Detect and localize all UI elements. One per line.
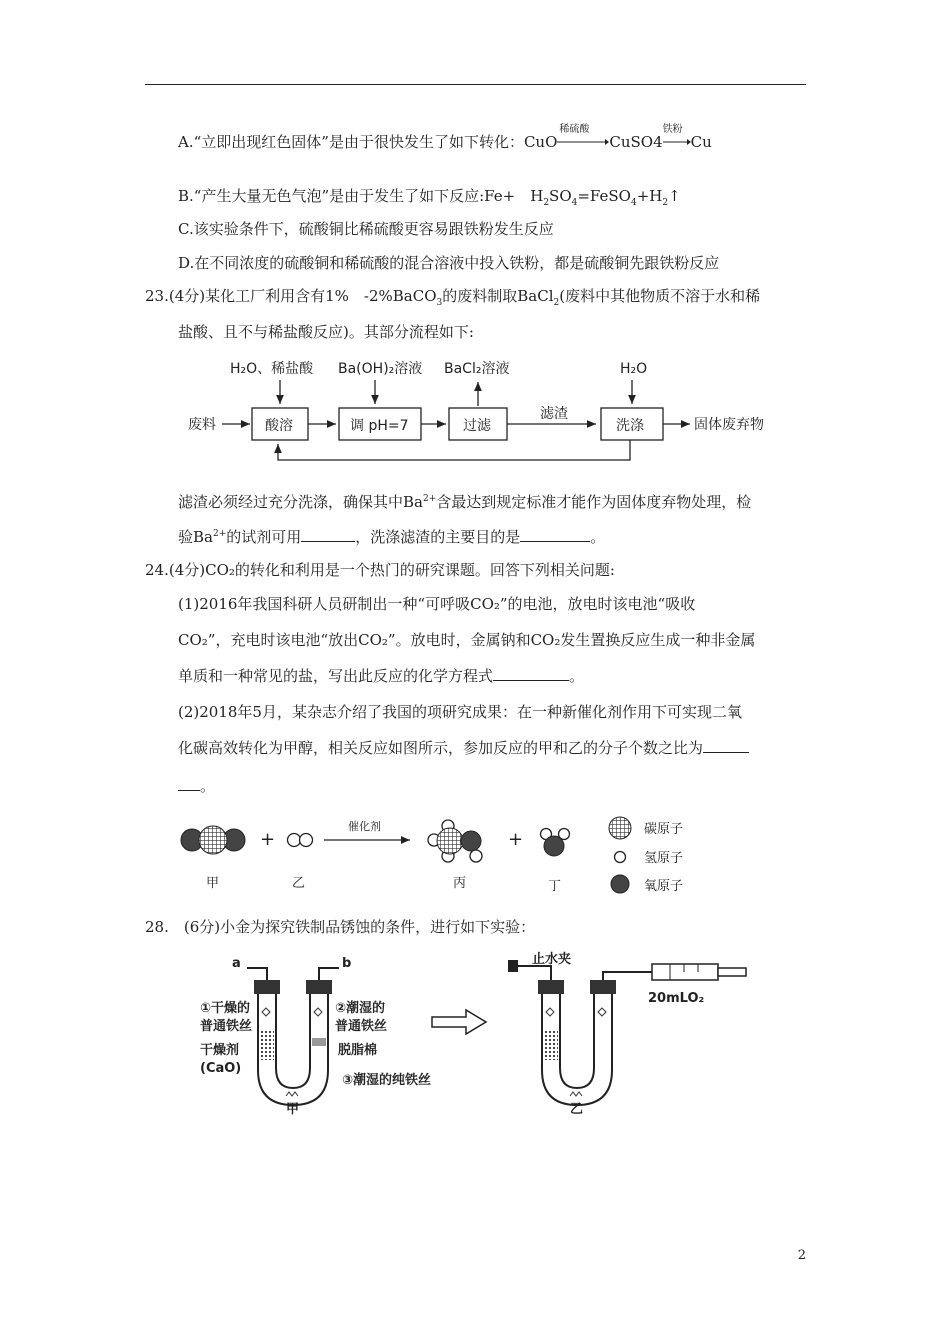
iron-wire-icon — [570, 1092, 582, 1096]
flow-input-4: H₂O — [620, 361, 648, 377]
q24-p2c: 。 — [178, 776, 215, 796]
flow-input-1: H₂O、稀盐酸 — [230, 361, 314, 377]
q23-text2: 验$Ba^{2+}$的试剂可用 ，洗涤滤渣的主要目的是 。 — [178, 528, 606, 546]
cotton-plug — [312, 1038, 326, 1046]
svg-text:普通铁丝: 普通铁丝 — [200, 1019, 253, 1034]
plus-sign: + — [508, 829, 524, 850]
iron-wire-icon — [598, 1008, 606, 1016]
svg-text:脱脂棉: 脱脂棉 — [338, 1043, 378, 1058]
iron-wire-icon — [314, 1008, 322, 1016]
oxygen-atom-icon — [544, 836, 564, 856]
label-jia: 甲 — [206, 876, 220, 891]
q28-head: 28. (6分)小金为探究铁制品锈蚀的条件，进行如下实验： — [145, 918, 536, 936]
q23-flow-diagram — [180, 356, 790, 466]
q24-head: 24.(4分)CO₂的转化和利用是一个热门的研究课题。回答下列相关问题: — [145, 561, 615, 579]
svg-text:干燥剂: 干燥剂 — [200, 1043, 240, 1058]
flow-box-ph-label: 调 pH=7 — [350, 418, 409, 434]
carbon-atom-icon — [437, 828, 463, 854]
flow-box-wash-label: 洗涤 — [616, 418, 644, 434]
q24-p2a: (2)2018年5月，某杂志介绍了我国的项研究成果：在一种新催化剂作用下可实现二氧 — [178, 703, 742, 721]
arrow-icon — [557, 132, 609, 152]
q23-line2: 盐酸、且不与稀盐酸反应)。其部分流程如下: — [178, 323, 474, 341]
stopper — [254, 980, 280, 994]
answer-blank[interactable] — [520, 527, 590, 542]
arrow-icon — [663, 132, 691, 152]
iron-wire-icon — [286, 1092, 298, 1096]
carbon-atom-icon — [199, 826, 227, 854]
flow-box-filter-label: 过滤 — [463, 418, 491, 434]
u-tube-yi — [508, 960, 746, 1105]
hydrogen-atom-icon — [300, 834, 313, 847]
q24-p2b: 化碳高效转化为甲醇，相关反应如图所示，参加反应的甲和乙的分子个数之比为 — [178, 738, 749, 758]
syringe-plunger — [718, 968, 746, 976]
answer-blank[interactable] — [301, 527, 355, 542]
q23-text1: 滤渣必须经过充分洗涤，确保其中$Ba^{2+}$含最达到规定标准才能作为固体度弃物处理，检 — [178, 493, 752, 511]
legend-hydrogen: 氢原子 — [644, 851, 684, 866]
o2-label: 20mLO₂ — [648, 991, 705, 1006]
oxygen-atom-icon — [461, 831, 481, 851]
option-a: A.“立即出现红色固体”是由于很快发生了如下转化：CuO 稀硫酸 CuSO4 铁粉 Cu — [178, 132, 712, 152]
flow-feed: 废料 — [188, 417, 216, 433]
answer-blank[interactable] — [493, 666, 569, 681]
q28-apparatus-diagram — [192, 950, 752, 1120]
label-ding: 丁 — [548, 879, 562, 894]
port-b: b — [342, 956, 352, 971]
svg-text:普通铁丝: 普通铁丝 — [335, 1019, 388, 1034]
reagent-label-1: 稀硫酸 — [559, 124, 590, 135]
page-number: 2 — [797, 1248, 806, 1263]
header-rule — [145, 84, 806, 85]
port-a: a — [232, 956, 241, 971]
flow-output-bacl2: BaCl₂溶液 — [444, 361, 510, 377]
reagent-label-2: 铁粉 — [662, 124, 683, 135]
q24-p1b: CO₂”，充电时该电池“放出CO₂”。放电时，金属钠和CO₂发生置换反应生成一种非金属 — [178, 631, 756, 649]
label-bing: 丙 — [453, 876, 467, 891]
q24-molecule-diagram — [176, 812, 716, 894]
q23-line1: 23.(4分)某化工厂利用含有1% -2%BaCO$_3$的废料制取BaCl$_2$(废料中其他物质不溶于水和稀 — [145, 287, 761, 308]
hydrogen-legend-icon — [615, 852, 626, 863]
q24-p1c: 单质和一种常见的盐，写出此反应的化学方程式 。 — [178, 667, 585, 685]
option-c: C.该实验条件下，硫酸铜比稀硫酸更容易跟铁粉发生反应 — [178, 220, 554, 238]
transition-arrow-icon — [432, 1010, 486, 1034]
flow-residue: 滤渣 — [540, 406, 568, 422]
answer-blank[interactable] — [703, 738, 749, 753]
answer-blank[interactable] — [178, 776, 200, 791]
u-tube-jia — [247, 968, 339, 1105]
stopper — [306, 980, 332, 994]
svg-text:③潮湿的纯铁丝: ③潮湿的纯铁丝 — [342, 1073, 432, 1088]
flow-product: 固体废弃物 — [694, 417, 764, 433]
carbon-legend-icon — [609, 817, 631, 839]
label-yi: 乙 — [570, 1102, 584, 1117]
hydrogen-atom-icon — [288, 834, 301, 847]
label-jia: 甲 — [286, 1102, 300, 1117]
oxygen-legend-icon — [611, 875, 629, 893]
label-yi: 乙 — [292, 876, 306, 891]
option-b: B.“产生大量无色气泡”是由于发生了如下反应:Fe+ $H_2SO_4=FeSO_4+H_2↑$ — [178, 187, 681, 208]
svg-text:②潮湿的: ②潮湿的 — [335, 1001, 386, 1016]
stopper — [538, 980, 564, 994]
clamp-label: 止水夹 — [532, 952, 572, 967]
syringe-barrel — [652, 964, 718, 980]
plus-sign: + — [260, 829, 276, 850]
option-d: D.在不同浓度的硫酸铜和稀硫酸的混合溶液中投入铁粉，都是硫酸铜先跟铁粉反应 — [178, 254, 720, 272]
q24-p1a: (1)2016年我国科研人员研制出一种“可呼吸CO₂”的电池，放电时该电池“吸收 — [178, 595, 696, 613]
stopper — [590, 980, 616, 994]
iron-wire-icon — [546, 1008, 554, 1016]
water-clamp-icon — [508, 960, 518, 972]
iron-wire-icon — [262, 1008, 270, 1016]
svg-text:①干燥的: ①干燥的 — [200, 1001, 251, 1016]
svg-text:(CaO): (CaO) — [200, 1061, 242, 1076]
hydrogen-atom-icon — [470, 850, 482, 862]
flow-input-2: Ba(OH)₂溶液 — [338, 361, 423, 377]
catalyst-label: 催化剂 — [348, 820, 381, 833]
flow-box-acid-label: 酸溶 — [265, 418, 293, 434]
legend-carbon: 碳原子 — [644, 822, 684, 837]
legend-oxygen: 氧原子 — [644, 879, 684, 894]
drying-agent — [260, 1030, 274, 1060]
